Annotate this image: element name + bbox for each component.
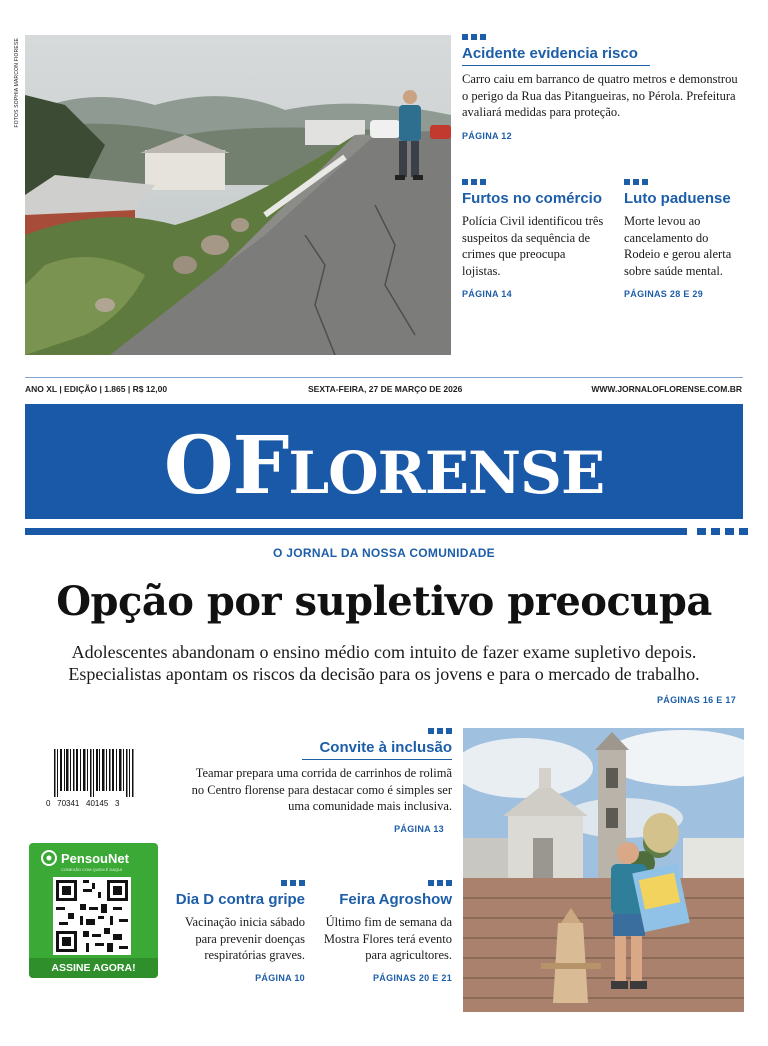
barcode-digits: 0 70341 40145 3 bbox=[46, 799, 120, 808]
bottom-photo-church-square bbox=[463, 728, 744, 1012]
lead-page-ref[interactable]: PÁGINAS 16 E 17 bbox=[656, 695, 736, 705]
story-text: Teamar prepara uma corrida de carrinhos de rolimã no Centro florense para destacar como é simples ser uma comunidade mais inclusiva. bbox=[191, 766, 452, 813]
story-page-ref[interactable]: PÁGINA 13 bbox=[394, 823, 444, 834]
barcode bbox=[46, 749, 136, 811]
section-marker-icon bbox=[462, 179, 612, 185]
photo-credit: FOTOS SOPHIA MARCON FIORESE bbox=[14, 38, 20, 128]
website-link[interactable]: WWW.JORNALOFLORENSE.COM.BR bbox=[591, 384, 742, 394]
section-marker-icon bbox=[165, 880, 305, 886]
lead-deck-line-2: Especialistas apontam os riscos da decisão para os jovens e para o mercado de trabalho. bbox=[68, 664, 700, 684]
ad-pensounet[interactable] bbox=[29, 843, 158, 978]
story-dia-d[interactable] bbox=[165, 880, 305, 983]
ad-cta-label: ASSINE AGORA! bbox=[51, 962, 136, 974]
masthead-bottom-bar bbox=[25, 528, 687, 535]
section-marker-icon bbox=[190, 728, 452, 734]
story-text: Carro caiu em barranco de quatro metros e demonstrou o perigo da Rua das Pitangueiras, no Pérola. Prefeitura avaliará medidas para proteção. bbox=[462, 72, 738, 119]
story-text: Último fim de semana da Mostra Flores terá evento para agricultores. bbox=[323, 915, 452, 962]
story-page-ref[interactable]: PÁGINAS 20 E 21 bbox=[372, 972, 452, 983]
story-headline[interactable]: Convite à inclusão bbox=[319, 739, 452, 756]
tagline: O JORNAL DA NOSSA COMUNIDADE bbox=[273, 546, 495, 560]
story-headline[interactable]: Luto paduense bbox=[624, 190, 731, 207]
title-rest: LORENSE bbox=[288, 439, 605, 507]
ad-brand-1: Pensou bbox=[61, 850, 108, 866]
ad-logo bbox=[41, 850, 129, 866]
story-text: Polícia Civil identificou três suspeitos da sequência de crimes que preocupa lojistas. bbox=[462, 214, 604, 278]
section-marker-icon bbox=[310, 880, 452, 886]
masthead-squares-icon bbox=[697, 528, 748, 535]
ad-cta-button[interactable] bbox=[29, 958, 158, 978]
ad-slogan: CONEXÃO COM QUEM É DAQUI bbox=[61, 867, 123, 872]
section-marker-icon bbox=[462, 34, 742, 40]
title-letter-f: F bbox=[232, 418, 289, 512]
story-headline[interactable]: Feira Agroshow bbox=[339, 891, 452, 908]
story-headline[interactable]: Dia D contra gripe bbox=[175, 891, 305, 908]
story-luto[interactable] bbox=[624, 179, 744, 299]
story-text: Vacinação inicia sábado para prevenir doenças respiratórias graves. bbox=[184, 915, 305, 962]
story-furtos[interactable] bbox=[462, 179, 612, 299]
lead-deck-line-1: Adolescentes abandonam o ensino médio com intuito de fazer exame supletivo depois. bbox=[71, 642, 697, 662]
lead-deck bbox=[0, 641, 768, 685]
story-page-ref[interactable]: PÁGINA 12 bbox=[462, 130, 512, 141]
edition-date: SEXTA-FEIRA, 27 DE MARÇO DE 2026 bbox=[308, 384, 463, 394]
story-headline[interactable]: Furtos no comércio bbox=[462, 190, 603, 207]
masthead-banner bbox=[25, 404, 743, 519]
headline-underline bbox=[302, 759, 452, 760]
story-headline[interactable]: Acidente evidencia risco bbox=[462, 45, 638, 62]
edition-info: ANO XL | EDIÇÃO | 1.865 | R$ 12,00 bbox=[25, 384, 168, 394]
story-page-ref[interactable]: PÁGINA 14 bbox=[462, 289, 512, 299]
story-page-ref[interactable]: PÁGINA 10 bbox=[255, 972, 305, 983]
story-page-ref[interactable]: PÁGINAS 28 E 29 bbox=[624, 289, 704, 299]
story-text: Morte levou ao cancelamento do Rodeio e gerou alerta sobre saúde mental. bbox=[624, 214, 732, 278]
newspaper-title bbox=[25, 418, 743, 512]
story-feira[interactable] bbox=[310, 880, 452, 983]
title-letter-o: O bbox=[163, 418, 233, 512]
wifi-icon bbox=[41, 850, 57, 866]
story-acidente[interactable] bbox=[462, 34, 742, 141]
masthead-top-rule bbox=[25, 377, 743, 378]
qr-code[interactable] bbox=[53, 877, 131, 955]
headline-underline bbox=[462, 65, 650, 66]
section-marker-icon bbox=[624, 179, 744, 185]
story-convite[interactable] bbox=[190, 728, 452, 834]
lead-headline[interactable]: Opção por supletivo preocupa bbox=[56, 578, 712, 625]
ad-brand-2: Net bbox=[107, 850, 129, 866]
top-photo-road-accident bbox=[25, 35, 451, 355]
